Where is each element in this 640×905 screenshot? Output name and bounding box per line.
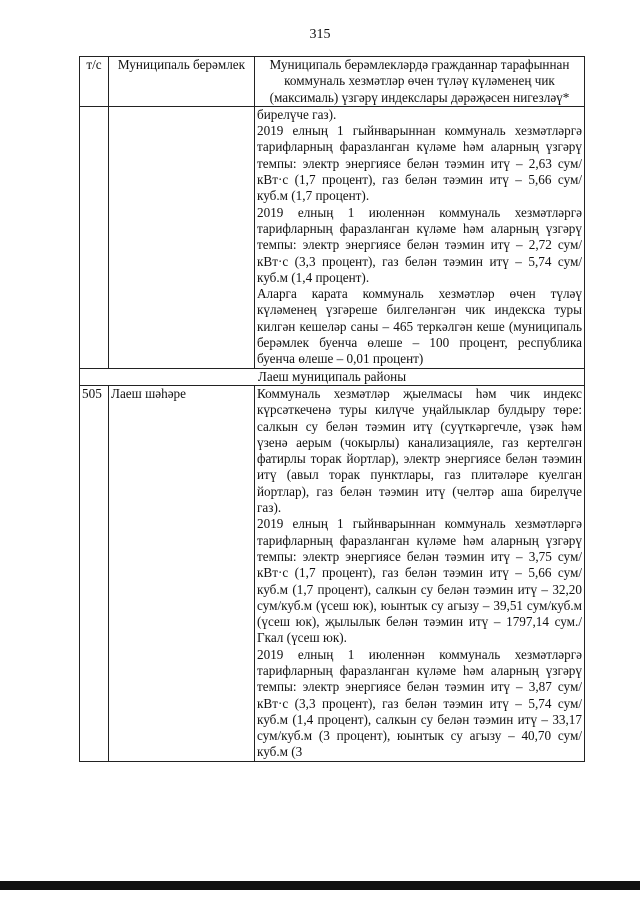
cell-justification [255,385,585,761]
header-justification: Муниципаль берәмлекләрдә гражданнар тарафыннан коммуналь хезмәтләр өчен түләү күләменең чик (максималь) үзгәрү индекслары дәрәҗәсен нигезләү* [255,57,585,107]
page-number: 315 [309,27,331,42]
paragraph: 2019 елның 1 июленнән коммуналь хезмәтләргә тарифларның фаразланган күләме һәм аларның үзгәрү темпы: электр энергиясе белән тәэмин итү – 3,87 сум/кВт·с (3,3 процент), газ белән тәэмин итү – 5,74 сум/куб.м (1,4 процент), салкын су белән тәэмин итү – 33,17 сум/куб.м (3 процент), юынтык су агызу – 40,70 сум/куб.м (3 [257,646,582,760]
row-number: 505 [80,385,109,761]
cell-name-empty [109,106,255,368]
paragraph: 2019 елның 1 гыйнварыннан коммуналь хезмәтләргә тарифларның фаразланган күләме һәм аларның үзгәрү темпы: электр энергиясе белән тәэмин итү – 2,63 сум/кВт·с (1,7 процент), газ белән тәэмин итү – 5,66 сум/куб.м (1,7 процент). [257,123,582,204]
header-municipality: Муниципаль берәмлек [109,57,255,107]
row-municipality-name: Лаеш шәһәре [109,385,255,761]
table-row-continuation [80,106,585,368]
paragraph: 2019 елның 1 июленнән коммуналь хезмәтләргә тарифларның фаразланган күләме һәм аларның үзгәрү темпы: электр энергиясе белән тәэмин итү – 2,72 сум/кВт·с (3,3 процент), газ белән тәэмин итү – 5,74 сум/куб.м (1,4 процент). [257,204,582,285]
cell-number-empty [80,106,109,368]
table-row-505 [80,385,585,761]
paragraph: бирелүче газ). [257,106,337,122]
section-row [80,368,585,385]
paragraph: Аларга карата коммуналь хезмәтләр өчен түләү күләменең үзгәреше билгеләнгән чик индекска туры килгән кешеләр саны – 465 теркәлгән кеше (муниципаль берәмлек буенча өлеше – 100 процент, республика буенча өлеше – 0,01 процент) [257,286,582,367]
section-title: Лаеш муниципаль районы [80,368,585,385]
paragraph: Коммуналь хезмәтләр җыелмасы һәм чик индекс күрсәткеченә туры килүче уңайлыклар булдыру төре: салкын су белән тәэмин итү (суүткәргечле, үзәк һәм үзенә аерым (чокырлы) канализацияле, газ кертелгән фатирлы торак йортлар), электр энергиясе белән тәэмин итү (авыл торак пунктлары, газ плитәләре куелган йортлар), газ белән тәэмин итү (челтәр аша бирелүче газ). [257,385,582,516]
paragraph: 2019 елның 1 гыйнварыннан коммуналь хезмәтләргә тарифларның фаразланган күләме һәм аларның үзгәрү темпы: электр энергиясе белән тәэмин итү – 3,75 сум/кВт·с (1,7 процент), газ белән тәэмин итү – 5,66 сум/куб.м (1,7 процент), салкын су белән тәэмин итү – 32,20 сум/куб.м (үсеш юк), юынтык су агызу – 39,51 сум/куб.м (үсеш юк), җылылык белән тәэмин итү – 1797,14 сум./Гкал (үсеш юк). [257,516,582,646]
header-number: т/с [80,57,109,107]
index-table [79,56,585,762]
bottom-scan-border [0,881,640,890]
cell-justification-continued [255,106,585,368]
table-header-row [80,57,585,107]
